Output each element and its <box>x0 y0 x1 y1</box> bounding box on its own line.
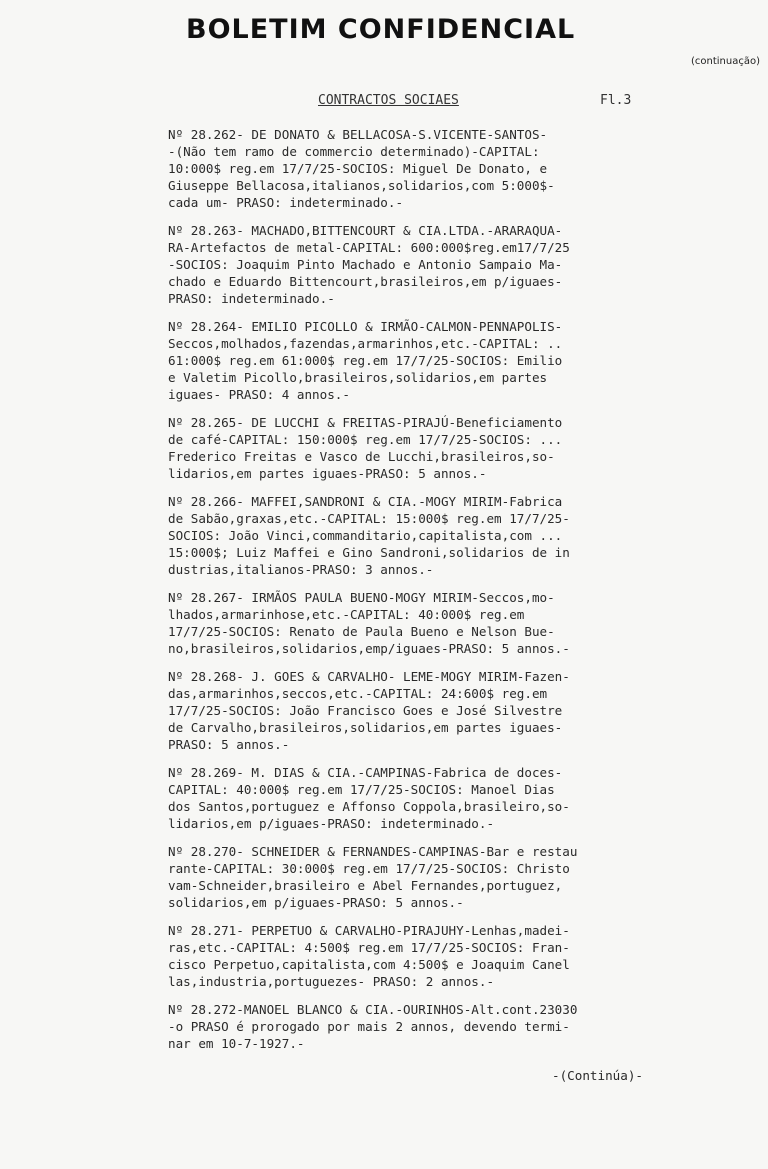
contract-entry <box>168 126 688 211</box>
entry-line: vam-Schneider,brasileiro e Abel Fernandes,portuguez, <box>168 878 563 893</box>
entry-line: rante-CAPITAL: 30:000$ reg.em 17/7/25-SOCIOS: Christo <box>168 861 570 876</box>
entry-line: de café-CAPITAL: 150:000$ reg.em 17/7/25-SOCIOS: ... <box>168 432 563 447</box>
entry-line: lhados,armarinhose,etc.-CAPITAL: 40:000$ reg.em <box>168 607 525 622</box>
contract-entry <box>168 589 688 657</box>
continuation-note: (continuação) <box>690 56 760 67</box>
entry-line: -(Não tem ramo de commercio determinado)-CAPITAL: <box>168 144 540 159</box>
entry-line: dos Santos,portuguez e Affonso Coppola,brasileiro,so- <box>168 799 570 814</box>
entry-line: Frederico Freitas e Vasco de Lucchi,brasileiros,so- <box>168 449 555 464</box>
entry-line: PRASO: 5 annos.- <box>168 737 290 752</box>
contract-entry <box>168 764 688 832</box>
entry-line: Nº 28.267- IRMÃOS PAULA BUENO-MOGY MIRIM-Seccos,mo- <box>168 590 555 605</box>
entry-line: de Sabão,graxas,etc.-CAPITAL: 15:000$ reg.em 17/7/25- <box>168 511 570 526</box>
entry-line: SOCIOS: João Vinci,commanditario,capitalista,com ... <box>168 528 563 543</box>
entry-line: Nº 28.265- DE LUCCHI & FREITAS-PIRAJÚ-Beneficiamento <box>168 415 563 430</box>
contract-entry <box>168 318 688 403</box>
entry-line: Nº 28.268- J. GOES & CARVALHO- LEME-MOGY MIRIM-Fazen- <box>168 669 570 684</box>
entry-line: Nº 28.264- EMILIO PICOLLO & IRMÃO-CALMON-PENNAPOLIS- <box>168 319 563 334</box>
entry-line: Nº 28.272-MANOEL BLANCO & CIA.-OURINHOS-Alt.cont.23030 <box>168 1002 578 1017</box>
entry-line: 15:000$; Luiz Maffei e Gino Sandroni,solidarios de in <box>168 545 570 560</box>
entry-line: das,armarinhos,seccos,etc.-CAPITAL: 24:600$ reg.em <box>168 686 548 701</box>
entry-line: ras,etc.-CAPITAL: 4:500$ reg.em 17/7/25-SOCIOS: Fran- <box>168 940 570 955</box>
entry-line: dustrias,italianos-PRASO: 3 annos.- <box>168 562 434 577</box>
contract-entries <box>168 126 688 1063</box>
sheet-number: Fl.3 <box>600 93 632 108</box>
entry-line: 61:000$ reg.em 61:000$ reg.em 17/7/25-SOCIOS: Emilio <box>168 353 563 368</box>
entry-line: PRASO: indeterminado.- <box>168 291 335 306</box>
entry-line: nar em 10-7-1927.- <box>168 1036 305 1051</box>
entry-line: Nº 28.266- MAFFEI,SANDRONI & CIA.-MOGY MIRIM-Fabrica <box>168 494 563 509</box>
page-title: BOLETIM CONFIDENCIAL <box>186 14 576 45</box>
continues-note: -(Continúa)- <box>552 1068 643 1083</box>
contract-entry <box>168 493 688 578</box>
entry-line: chado e Eduardo Bittencourt,brasileiros,em p/iguaes- <box>168 274 563 289</box>
contract-entry <box>168 1001 688 1052</box>
entry-line: solidarios,em p/iguaes-PRASO: 5 annos.- <box>168 895 464 910</box>
entry-line: 17/7/25-SOCIOS: João Francisco Goes e José Silvestre <box>168 703 563 718</box>
entry-line: cada um- PRASO: indeterminado.- <box>168 195 404 210</box>
contract-entry <box>168 668 688 753</box>
entry-line: de Carvalho,brasileiros,solidarios,em partes iguaes- <box>168 720 563 735</box>
entry-line: 10:000$ reg.em 17/7/25-SOCIOS: Miguel De Donato, e <box>168 161 548 176</box>
entry-line: no,brasileiros,solidarios,emp/iguaes-PRASO: 5 annos.- <box>168 641 570 656</box>
entry-line: Giuseppe Bellacosa,italianos,solidarios,com 5:000$- <box>168 178 555 193</box>
contract-entry <box>168 843 688 911</box>
entry-line: iguaes- PRASO: 4 annos.- <box>168 387 350 402</box>
entry-line: lidarios,em p/iguaes-PRASO: indeterminado.- <box>168 816 495 831</box>
entry-line: las,industria,portuguezes- PRASO: 2 annos.- <box>168 974 495 989</box>
section-heading: CONTRACTOS SOCIAES <box>318 93 459 108</box>
entry-line: Nº 28.263- MACHADO,BITTENCOURT & CIA.LTDA.-ARARAQUA- <box>168 223 563 238</box>
entry-line: Nº 28.271- PERPETUO & CARVALHO-PIRAJUHY-Lenhas,madei- <box>168 923 570 938</box>
entry-line: e Valetim Picollo,brasileiros,solidarios,em partes <box>168 370 548 385</box>
entry-line: RA-Artefactos de metal-CAPITAL: 600:000$reg.em17/7/25 <box>168 240 570 255</box>
contract-entry <box>168 922 688 990</box>
entry-line: lidarios,em partes iguaes-PRASO: 5 annos.- <box>168 466 487 481</box>
contract-entry <box>168 222 688 307</box>
entry-line: -SOCIOS: Joaquim Pinto Machado e Antonio Sampaio Ma- <box>168 257 563 272</box>
entry-line: cisco Perpetuo,capitalista,com 4:500$ e Joaquim Canel <box>168 957 570 972</box>
entry-line: Seccos,molhados,fazendas,armarinhos,etc.-CAPITAL: .. <box>168 336 563 351</box>
entry-line: Nº 28.262- DE DONATO & BELLACOSA-S.VICENTE-SANTOS- <box>168 127 548 142</box>
entry-line: CAPITAL: 40:000$ reg.em 17/7/25-SOCIOS: Manoel Dias <box>168 782 555 797</box>
entry-line: 17/7/25-SOCIOS: Renato de Paula Bueno e Nelson Bue- <box>168 624 555 639</box>
entry-line: -o PRASO é prorogado por mais 2 annos, devendo termi- <box>168 1019 570 1034</box>
entry-line: Nº 28.270- SCHNEIDER & FERNANDES-CAMPINAS-Bar e restau <box>168 844 578 859</box>
contract-entry <box>168 414 688 482</box>
entry-line: Nº 28.269- M. DIAS & CIA.-CAMPINAS-Fabrica de doces- <box>168 765 563 780</box>
